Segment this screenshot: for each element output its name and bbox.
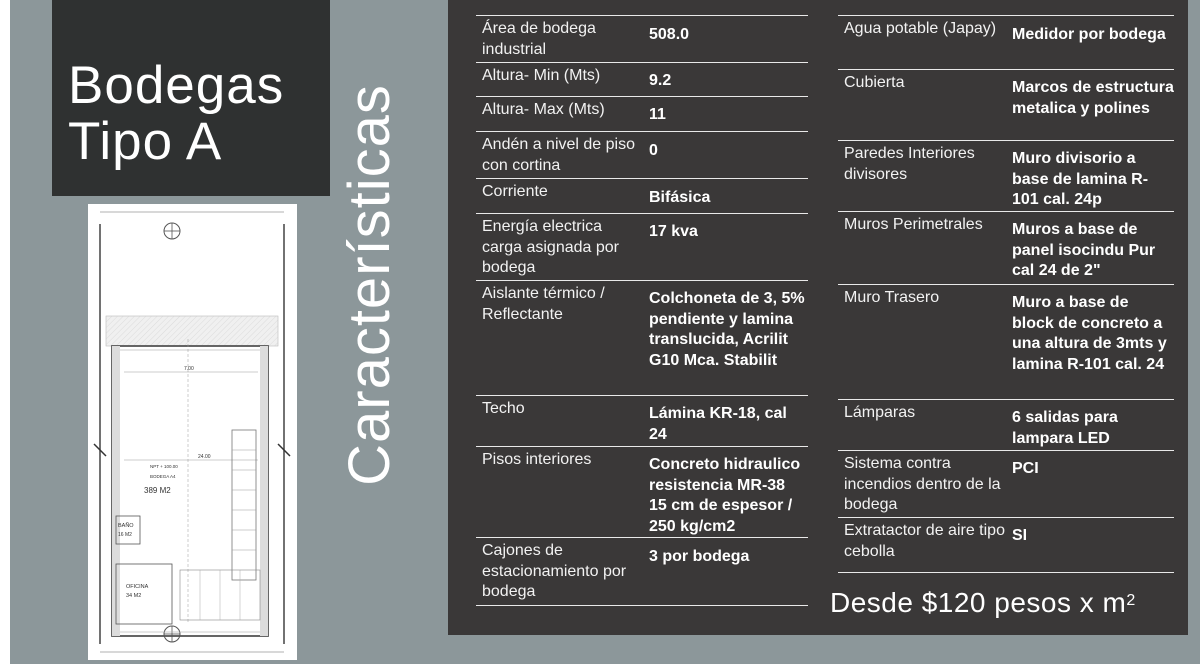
spec-value: 0: [649, 142, 658, 159]
specs-panel: [448, 0, 1188, 635]
spec-label: Agua potable (Japay): [844, 20, 997, 37]
plan-level-label: NPT + 100.00: [150, 464, 178, 469]
plan-total-area: 389 M2: [144, 486, 171, 495]
section-heading: Características: [337, 84, 402, 486]
spec-label: Cubierta: [844, 74, 905, 91]
spec-row: [838, 450, 1174, 518]
spec-value: 17 kva: [649, 223, 698, 240]
plan-oficina-area: 34 M2: [126, 593, 142, 599]
spec-label: Sistema contra incendios dentro de la bodega: [844, 455, 1001, 513]
spec-value: PCI: [1012, 460, 1039, 477]
spec-row: [838, 399, 1174, 451]
plan-dim-mid: 24.00: [198, 454, 211, 460]
spec-row: [476, 96, 808, 132]
spec-row: [838, 69, 1174, 141]
price-main: Desde $120 pesos x m: [830, 587, 1127, 618]
spec-value: Muro divisorio a base de lamina R-101 cal. 24p: [1012, 150, 1149, 208]
spec-row: [476, 213, 808, 281]
spec-label: Andén a nivel de piso con cortina: [482, 136, 635, 174]
spec-row: [838, 15, 1174, 70]
spec-value: 11: [649, 106, 666, 123]
spec-row: [838, 140, 1174, 212]
spec-row: [838, 517, 1174, 573]
spec-label: Pisos interiores: [482, 451, 592, 468]
spec-value: 6 salidas para lampara LED: [1012, 409, 1118, 447]
floor-plan-drawing: [88, 204, 297, 660]
spec-value: 508.0: [649, 26, 690, 43]
spec-label: Techo: [482, 400, 525, 417]
spec-row: [476, 131, 808, 179]
floor-plan: [88, 204, 297, 660]
spec-row: [476, 537, 808, 605]
price-text: [830, 586, 1190, 620]
spec-label: Muro Trasero: [844, 289, 940, 306]
spec-value: Concreto hidraulico resistencia MR-38 15 cm de espesor / 250 kg/cm2: [649, 456, 801, 535]
table-bottom-line: [838, 572, 1174, 573]
title-line-2: Tipo A: [68, 112, 223, 171]
spec-value: Marcos de estructura metalica y polines: [1012, 79, 1174, 117]
spec-label: Corriente: [482, 183, 548, 200]
spec-row: [476, 446, 808, 538]
spec-label: Paredes Interiores divisores: [844, 145, 975, 183]
spec-label: Extratactor de aire tipo cebolla: [844, 522, 1005, 560]
price-superscript: 2: [1126, 592, 1136, 609]
left-edge-strip: [0, 0, 10, 664]
plan-dim-top: 7.00: [184, 366, 194, 372]
spec-row: [476, 178, 808, 214]
spec-label: Lámparas: [844, 404, 916, 421]
spec-label: Área de bodega industrial: [482, 20, 596, 58]
spec-row: [838, 211, 1174, 285]
spec-value: Medidor por bodega: [1012, 26, 1166, 43]
spec-value: Muros a base de panel isocindu Pur cal 24 de 2": [1012, 221, 1156, 279]
plan-bodega-label: BODEGA A4: [150, 474, 176, 479]
spec-value: Muro a base de block de concreto a una altura de 3mts y lamina R-101 cal. 24: [1012, 294, 1167, 373]
spec-value: 3 por bodega: [649, 548, 750, 565]
plan-oficina-label: OFICINA: [126, 584, 149, 590]
spec-row: [476, 280, 808, 396]
spec-label: Altura- Min (Mts): [482, 67, 601, 84]
spec-label: Altura- Max (Mts): [482, 101, 605, 118]
spec-value: Colchoneta de 3, 5% pendiente y lamina translucida, Acrilit G10 Mca. Stabilit: [649, 290, 805, 369]
spec-row: [476, 395, 808, 447]
spec-value: Lámina KR-18, cal 24: [649, 405, 787, 443]
spec-value: 9.2: [649, 72, 672, 89]
title-box: [52, 0, 330, 196]
spec-value: Bifásica: [649, 189, 711, 206]
spec-row: [476, 15, 808, 67]
spec-value: SI: [1012, 527, 1028, 544]
spec-label: Cajones de estacionamiento por bodega: [482, 542, 627, 600]
plan-bano-area: 16 M2: [118, 532, 132, 538]
spec-row: [476, 62, 808, 96]
spec-label: Aislante térmico / Reflectante: [482, 285, 605, 323]
title-line-1: Bodegas: [68, 56, 285, 115]
spec-label: Muros Perimetrales: [844, 216, 983, 233]
table-bottom-line: [476, 605, 808, 606]
plan-bano-label: BAÑO: [118, 523, 134, 529]
spec-label: Energía electrica carga asignada por bodega: [482, 218, 619, 276]
spec-row: [838, 284, 1174, 400]
